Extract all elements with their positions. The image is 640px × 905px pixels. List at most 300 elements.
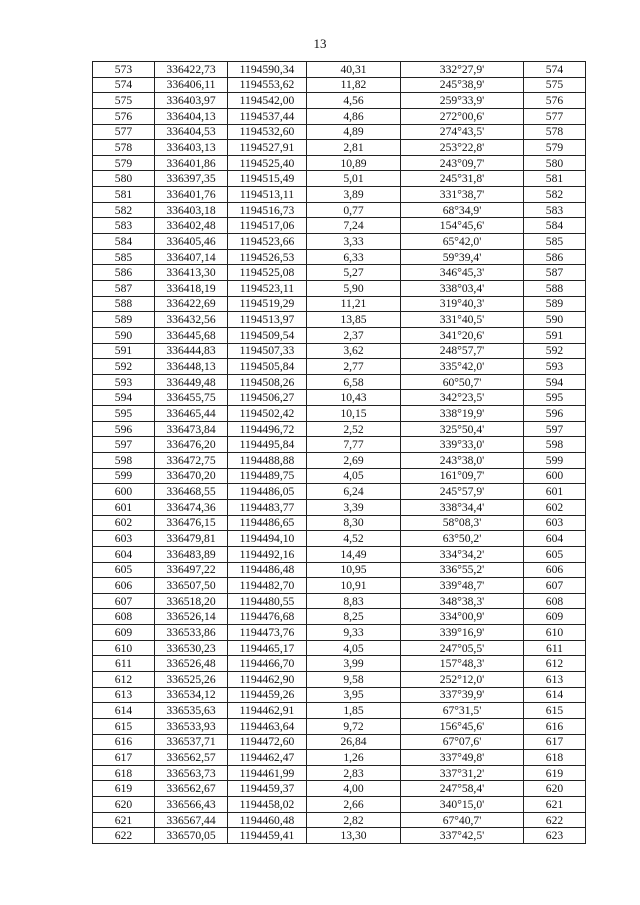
bearing-cell: 243°09,7': [401, 155, 524, 171]
point-to-cell: 598: [524, 437, 586, 453]
bearing-cell: 325°50,4': [401, 421, 524, 437]
point-to-cell: 574: [524, 62, 586, 78]
y-coordinate-cell: 1194465,17: [228, 640, 307, 656]
distance-cell: 6,33: [307, 249, 401, 265]
y-coordinate-cell: 1194462,90: [228, 671, 307, 687]
distance-cell: 2,81: [307, 140, 401, 156]
y-coordinate-cell: 1194492,16: [228, 546, 307, 562]
point-to-cell: 591: [524, 327, 586, 343]
table-row: [93, 625, 586, 641]
point-from-cell: 574: [93, 77, 155, 93]
x-coordinate-cell: 336444,83: [155, 343, 228, 359]
y-coordinate-cell: 1194525,08: [228, 265, 307, 281]
x-coordinate-cell: 336533,86: [155, 625, 228, 641]
point-to-cell: 618: [524, 750, 586, 766]
point-from-cell: 602: [93, 515, 155, 531]
bearing-cell: 154°45,6': [401, 218, 524, 234]
x-coordinate-cell: 336404,53: [155, 124, 228, 140]
y-coordinate-cell: 1194488,88: [228, 453, 307, 469]
bearing-cell: 67°07,6': [401, 734, 524, 750]
point-from-cell: 591: [93, 343, 155, 359]
distance-cell: 5,90: [307, 280, 401, 296]
distance-cell: 1,26: [307, 750, 401, 766]
distance-cell: 4,86: [307, 108, 401, 124]
x-coordinate-cell: 336562,57: [155, 750, 228, 766]
x-coordinate-cell: 336401,76: [155, 187, 228, 203]
distance-cell: 4,89: [307, 124, 401, 140]
point-from-cell: 611: [93, 656, 155, 672]
point-from-cell: 584: [93, 234, 155, 250]
bearing-cell: 336°55,2': [401, 562, 524, 578]
bearing-cell: 341°20,6': [401, 327, 524, 343]
distance-cell: 2,37: [307, 327, 401, 343]
x-coordinate-cell: 336470,20: [155, 468, 228, 484]
y-coordinate-cell: 1194502,42: [228, 406, 307, 422]
y-coordinate-cell: 1194476,68: [228, 609, 307, 625]
bearing-cell: 65°42,0': [401, 234, 524, 250]
point-from-cell: 593: [93, 374, 155, 390]
point-to-cell: 621: [524, 797, 586, 813]
point-from-cell: 612: [93, 671, 155, 687]
point-from-cell: 599: [93, 468, 155, 484]
y-coordinate-cell: 1194526,53: [228, 249, 307, 265]
table-row: [93, 265, 586, 281]
distance-cell: 5,01: [307, 171, 401, 187]
table-row: [93, 202, 586, 218]
point-from-cell: 579: [93, 155, 155, 171]
point-to-cell: 580: [524, 155, 586, 171]
distance-cell: 6,58: [307, 374, 401, 390]
distance-cell: 9,58: [307, 671, 401, 687]
point-to-cell: 586: [524, 249, 586, 265]
point-to-cell: 607: [524, 578, 586, 594]
bearing-cell: 247°05,5': [401, 640, 524, 656]
bearing-cell: 332°27,9': [401, 62, 524, 78]
point-from-cell: 618: [93, 765, 155, 781]
y-coordinate-cell: 1194542,00: [228, 93, 307, 109]
table-row: [93, 578, 586, 594]
distance-cell: 13,85: [307, 312, 401, 328]
x-coordinate-cell: 336445,68: [155, 327, 228, 343]
point-from-cell: 583: [93, 218, 155, 234]
table-row: [93, 249, 586, 265]
table-row: [93, 531, 586, 547]
distance-cell: 14,49: [307, 546, 401, 562]
y-coordinate-cell: 1194459,26: [228, 687, 307, 703]
table-row: [93, 140, 586, 156]
bearing-cell: 245°31,8': [401, 171, 524, 187]
point-to-cell: 614: [524, 687, 586, 703]
distance-cell: 10,15: [307, 406, 401, 422]
point-from-cell: 590: [93, 327, 155, 343]
distance-cell: 40,31: [307, 62, 401, 78]
distance-cell: 4,05: [307, 640, 401, 656]
x-coordinate-cell: 336413,30: [155, 265, 228, 281]
table-row: [93, 406, 586, 422]
point-to-cell: 594: [524, 374, 586, 390]
bearing-cell: 253°22,8': [401, 140, 524, 156]
x-coordinate-cell: 336455,75: [155, 390, 228, 406]
point-from-cell: 587: [93, 280, 155, 296]
x-coordinate-cell: 336465,44: [155, 406, 228, 422]
bearing-cell: 156°45,6': [401, 718, 524, 734]
x-coordinate-cell: 336526,14: [155, 609, 228, 625]
point-to-cell: 619: [524, 765, 586, 781]
point-from-cell: 617: [93, 750, 155, 766]
point-from-cell: 613: [93, 687, 155, 703]
distance-cell: 4,00: [307, 781, 401, 797]
x-coordinate-cell: 336526,48: [155, 656, 228, 672]
point-from-cell: 605: [93, 562, 155, 578]
bearing-cell: 335°42,0': [401, 359, 524, 375]
y-coordinate-cell: 1194462,47: [228, 750, 307, 766]
point-from-cell: 600: [93, 484, 155, 500]
table-row: [93, 93, 586, 109]
y-coordinate-cell: 1194458,02: [228, 797, 307, 813]
x-coordinate-cell: 336418,19: [155, 280, 228, 296]
x-coordinate-cell: 336535,63: [155, 703, 228, 719]
bearing-cell: 245°57,9': [401, 484, 524, 500]
y-coordinate-cell: 1194515,49: [228, 171, 307, 187]
point-from-cell: 621: [93, 812, 155, 828]
point-from-cell: 581: [93, 187, 155, 203]
distance-cell: 10,91: [307, 578, 401, 594]
x-coordinate-cell: 336570,05: [155, 828, 228, 844]
point-from-cell: 603: [93, 531, 155, 547]
point-to-cell: 603: [524, 515, 586, 531]
distance-cell: 1,85: [307, 703, 401, 719]
point-from-cell: 576: [93, 108, 155, 124]
y-coordinate-cell: 1194462,91: [228, 703, 307, 719]
bearing-cell: 248°57,7': [401, 343, 524, 359]
table-row: [93, 343, 586, 359]
distance-cell: 10,95: [307, 562, 401, 578]
point-to-cell: 590: [524, 312, 586, 328]
y-coordinate-cell: 1194537,44: [228, 108, 307, 124]
table-row: [93, 437, 586, 453]
distance-cell: 8,25: [307, 609, 401, 625]
point-to-cell: 597: [524, 421, 586, 437]
point-from-cell: 616: [93, 734, 155, 750]
y-coordinate-cell: 1194472,60: [228, 734, 307, 750]
bearing-cell: 331°38,7': [401, 187, 524, 203]
point-to-cell: 599: [524, 453, 586, 469]
y-coordinate-cell: 1194513,97: [228, 312, 307, 328]
table-row: [93, 515, 586, 531]
bearing-cell: 337°31,2': [401, 765, 524, 781]
point-from-cell: 580: [93, 171, 155, 187]
table-row: [93, 828, 586, 844]
x-coordinate-cell: 336449,48: [155, 374, 228, 390]
point-to-cell: 585: [524, 234, 586, 250]
point-to-cell: 605: [524, 546, 586, 562]
point-to-cell: 577: [524, 108, 586, 124]
page-number: 13: [313, 36, 327, 51]
table-row: [93, 421, 586, 437]
y-coordinate-cell: 1194507,33: [228, 343, 307, 359]
point-to-cell: 606: [524, 562, 586, 578]
point-from-cell: 589: [93, 312, 155, 328]
distance-cell: 2,66: [307, 797, 401, 813]
table-row: [93, 296, 586, 312]
table-row: [93, 671, 586, 687]
distance-cell: 2,82: [307, 812, 401, 828]
x-coordinate-cell: 336562,67: [155, 781, 228, 797]
y-coordinate-cell: 1194461,99: [228, 765, 307, 781]
bearing-cell: 274°43,5': [401, 124, 524, 140]
distance-cell: 3,39: [307, 499, 401, 515]
point-to-cell: 583: [524, 202, 586, 218]
x-coordinate-cell: 336432,56: [155, 312, 228, 328]
bearing-cell: 340°15,0': [401, 797, 524, 813]
distance-cell: 11,21: [307, 296, 401, 312]
x-coordinate-cell: 336405,46: [155, 234, 228, 250]
y-coordinate-cell: 1194486,05: [228, 484, 307, 500]
distance-cell: 3,62: [307, 343, 401, 359]
bearing-cell: 252°12,0': [401, 671, 524, 687]
point-from-cell: 601: [93, 499, 155, 515]
table-row: [93, 718, 586, 734]
y-coordinate-cell: 1194463,64: [228, 718, 307, 734]
table-row: [93, 374, 586, 390]
table-row: [93, 609, 586, 625]
point-to-cell: 616: [524, 718, 586, 734]
distance-cell: 2,69: [307, 453, 401, 469]
distance-cell: 4,56: [307, 93, 401, 109]
x-coordinate-cell: 336563,73: [155, 765, 228, 781]
x-coordinate-cell: 336483,89: [155, 546, 228, 562]
point-from-cell: 592: [93, 359, 155, 375]
point-from-cell: 595: [93, 406, 155, 422]
x-coordinate-cell: 336472,75: [155, 453, 228, 469]
point-to-cell: 601: [524, 484, 586, 500]
x-coordinate-cell: 336448,13: [155, 359, 228, 375]
table-row: [93, 234, 586, 250]
y-coordinate-cell: 1194486,48: [228, 562, 307, 578]
point-to-cell: 587: [524, 265, 586, 281]
point-from-cell: 615: [93, 718, 155, 734]
point-to-cell: 581: [524, 171, 586, 187]
bearing-cell: 161°09,7': [401, 468, 524, 484]
point-to-cell: 582: [524, 187, 586, 203]
point-to-cell: 579: [524, 140, 586, 156]
x-coordinate-cell: 336468,55: [155, 484, 228, 500]
point-to-cell: 609: [524, 609, 586, 625]
bearing-cell: 59°39,4': [401, 249, 524, 265]
table-row: [93, 812, 586, 828]
table-row: [93, 327, 586, 343]
bearing-cell: 346°45,3': [401, 265, 524, 281]
bearing-cell: 338°34,4': [401, 499, 524, 515]
table-row: [93, 62, 586, 78]
distance-cell: 3,95: [307, 687, 401, 703]
distance-cell: 6,24: [307, 484, 401, 500]
table-row: [93, 640, 586, 656]
distance-cell: 9,72: [307, 718, 401, 734]
table-row: [93, 280, 586, 296]
bearing-cell: 337°49,8': [401, 750, 524, 766]
distance-cell: 0,77: [307, 202, 401, 218]
point-to-cell: 611: [524, 640, 586, 656]
table-row: [93, 77, 586, 93]
x-coordinate-cell: 336525,26: [155, 671, 228, 687]
point-to-cell: 584: [524, 218, 586, 234]
y-coordinate-cell: 1194525,40: [228, 155, 307, 171]
table-row: [93, 124, 586, 140]
y-coordinate-cell: 1194466,70: [228, 656, 307, 672]
y-coordinate-cell: 1194532,60: [228, 124, 307, 140]
x-coordinate-cell: 336473,84: [155, 421, 228, 437]
x-coordinate-cell: 336406,11: [155, 77, 228, 93]
x-coordinate-cell: 336397,35: [155, 171, 228, 187]
x-coordinate-cell: 336403,97: [155, 93, 228, 109]
point-to-cell: 578: [524, 124, 586, 140]
bearing-cell: 338°19,9': [401, 406, 524, 422]
point-to-cell: 600: [524, 468, 586, 484]
bearing-cell: 319°40,3': [401, 296, 524, 312]
distance-cell: 2,83: [307, 765, 401, 781]
bearing-cell: 58°08,3': [401, 515, 524, 531]
table-row: [93, 765, 586, 781]
table-row: [93, 546, 586, 562]
bearing-cell: 337°42,5': [401, 828, 524, 844]
distance-cell: 9,33: [307, 625, 401, 641]
y-coordinate-cell: 1194553,62: [228, 77, 307, 93]
point-from-cell: 577: [93, 124, 155, 140]
point-to-cell: 589: [524, 296, 586, 312]
point-to-cell: 615: [524, 703, 586, 719]
point-to-cell: 623: [524, 828, 586, 844]
x-coordinate-cell: 336476,20: [155, 437, 228, 453]
x-coordinate-cell: 336566,43: [155, 797, 228, 813]
x-coordinate-cell: 336474,36: [155, 499, 228, 515]
point-from-cell: 609: [93, 625, 155, 641]
point-from-cell: 614: [93, 703, 155, 719]
y-coordinate-cell: 1194460,48: [228, 812, 307, 828]
y-coordinate-cell: 1194505,84: [228, 359, 307, 375]
coordinates-table: [92, 61, 586, 844]
y-coordinate-cell: 1194480,55: [228, 593, 307, 609]
point-to-cell: 613: [524, 671, 586, 687]
point-from-cell: 606: [93, 578, 155, 594]
point-from-cell: 620: [93, 797, 155, 813]
bearing-cell: 243°38,0': [401, 453, 524, 469]
distance-cell: 10,89: [307, 155, 401, 171]
x-coordinate-cell: 336407,14: [155, 249, 228, 265]
distance-cell: 13,30: [307, 828, 401, 844]
bearing-cell: 245°38,9': [401, 77, 524, 93]
point-to-cell: 617: [524, 734, 586, 750]
distance-cell: 4,52: [307, 531, 401, 547]
table-row: [93, 781, 586, 797]
bearing-cell: 348°38,3': [401, 593, 524, 609]
table-row: [93, 108, 586, 124]
point-from-cell: 619: [93, 781, 155, 797]
point-to-cell: 604: [524, 531, 586, 547]
table-row: [93, 453, 586, 469]
y-coordinate-cell: 1194527,91: [228, 140, 307, 156]
y-coordinate-cell: 1194483,77: [228, 499, 307, 515]
table-row: [93, 390, 586, 406]
table-row: [93, 468, 586, 484]
point-from-cell: 582: [93, 202, 155, 218]
point-to-cell: 622: [524, 812, 586, 828]
point-to-cell: 612: [524, 656, 586, 672]
table-row: [93, 171, 586, 187]
point-to-cell: 620: [524, 781, 586, 797]
table-row: [93, 155, 586, 171]
point-to-cell: 575: [524, 77, 586, 93]
bearing-cell: 60°50,7': [401, 374, 524, 390]
x-coordinate-cell: 336533,93: [155, 718, 228, 734]
table-row: [93, 703, 586, 719]
point-to-cell: 593: [524, 359, 586, 375]
x-coordinate-cell: 336402,48: [155, 218, 228, 234]
distance-cell: 5,27: [307, 265, 401, 281]
table-row: [93, 187, 586, 203]
bearing-cell: 334°34,2': [401, 546, 524, 562]
table-row: [93, 593, 586, 609]
x-coordinate-cell: 336476,15: [155, 515, 228, 531]
point-from-cell: 610: [93, 640, 155, 656]
bearing-cell: 331°40,5': [401, 312, 524, 328]
distance-cell: 3,89: [307, 187, 401, 203]
point-from-cell: 597: [93, 437, 155, 453]
table-row: [93, 750, 586, 766]
point-from-cell: 622: [93, 828, 155, 844]
x-coordinate-cell: 336530,23: [155, 640, 228, 656]
x-coordinate-cell: 336479,81: [155, 531, 228, 547]
point-from-cell: 578: [93, 140, 155, 156]
y-coordinate-cell: 1194516,73: [228, 202, 307, 218]
y-coordinate-cell: 1194489,75: [228, 468, 307, 484]
point-to-cell: 588: [524, 280, 586, 296]
y-coordinate-cell: 1194496,72: [228, 421, 307, 437]
point-from-cell: 588: [93, 296, 155, 312]
y-coordinate-cell: 1194509,54: [228, 327, 307, 343]
point-to-cell: 610: [524, 625, 586, 641]
distance-cell: 7,24: [307, 218, 401, 234]
point-from-cell: 575: [93, 93, 155, 109]
x-coordinate-cell: 336537,71: [155, 734, 228, 750]
bearing-cell: 338°03,4': [401, 280, 524, 296]
point-to-cell: 576: [524, 93, 586, 109]
y-coordinate-cell: 1194459,41: [228, 828, 307, 844]
bearing-cell: 334°00,9': [401, 609, 524, 625]
point-to-cell: 596: [524, 406, 586, 422]
bearing-cell: 272°00,6': [401, 108, 524, 124]
distance-cell: 8,83: [307, 593, 401, 609]
x-coordinate-cell: 336534,12: [155, 687, 228, 703]
table-row: [93, 312, 586, 328]
table-row: [93, 218, 586, 234]
distance-cell: 26,84: [307, 734, 401, 750]
x-coordinate-cell: 336497,22: [155, 562, 228, 578]
table-row: [93, 734, 586, 750]
point-from-cell: 573: [93, 62, 155, 78]
point-from-cell: 607: [93, 593, 155, 609]
x-coordinate-cell: 336403,18: [155, 202, 228, 218]
table-row: [93, 797, 586, 813]
table-row: [93, 687, 586, 703]
table-row: [93, 499, 586, 515]
x-coordinate-cell: 336401,86: [155, 155, 228, 171]
bearing-cell: 68°34,9': [401, 202, 524, 218]
y-coordinate-cell: 1194519,29: [228, 296, 307, 312]
point-to-cell: 595: [524, 390, 586, 406]
point-from-cell: 598: [93, 453, 155, 469]
bearing-cell: 342°23,5': [401, 390, 524, 406]
